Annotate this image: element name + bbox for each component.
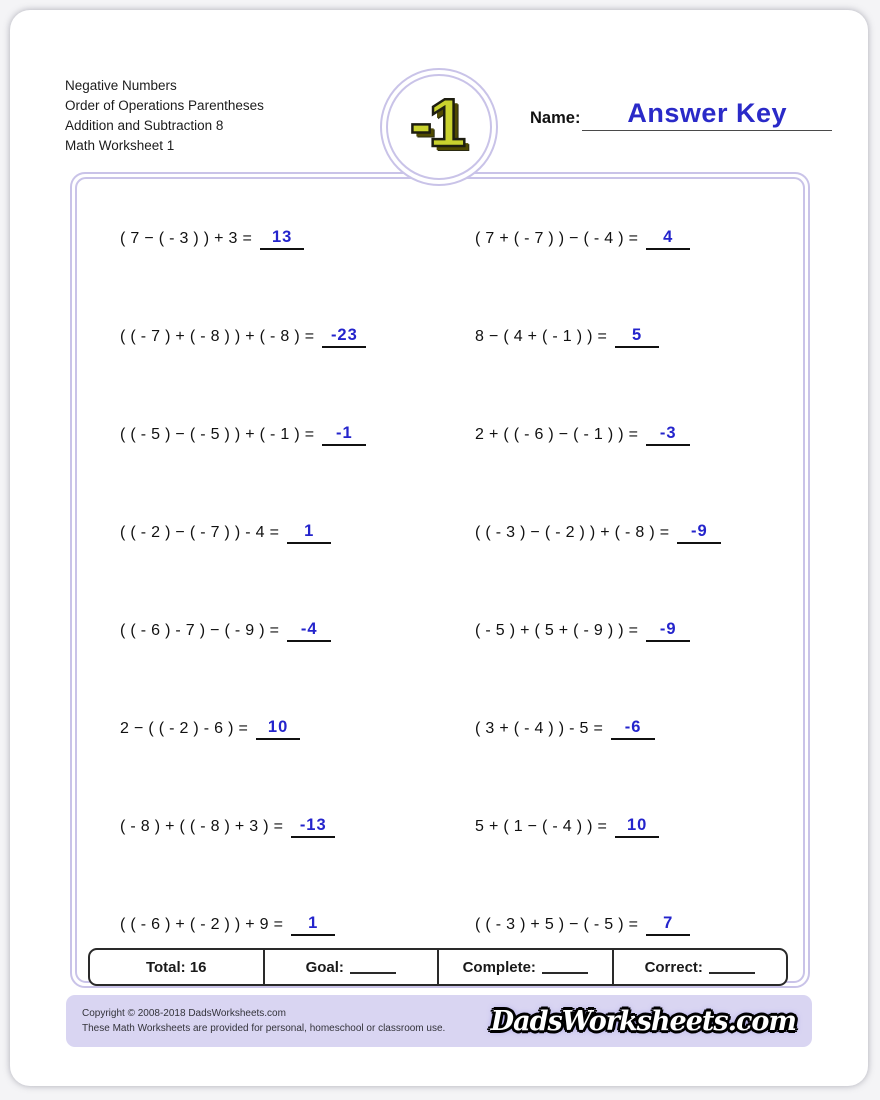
problem-expression: ( - 8 ) + ( ( - 8 ) + 3 ) = xyxy=(120,818,284,835)
score-complete-cell xyxy=(437,950,612,984)
problem-answer: -13 xyxy=(291,816,335,838)
score-goal-cell xyxy=(263,950,438,984)
worksheet-title-block xyxy=(65,76,264,156)
title-line-4: Math Worksheet 1 xyxy=(65,138,175,153)
problem-answer: 1 xyxy=(291,914,335,936)
dadsworksheets-logo: DadsWorksheets.com xyxy=(490,1005,796,1037)
problem-answer: 5 xyxy=(615,326,659,348)
problem-expression: ( 7 + ( - 7 ) ) − ( - 4 ) = xyxy=(475,230,639,247)
problem-item xyxy=(440,484,808,582)
problem-expression: ( 7 − ( - 3 ) ) + 3 = xyxy=(120,230,253,247)
minus-one-logo-badge xyxy=(380,68,498,186)
problem-item xyxy=(72,484,440,582)
problem-answer: -3 xyxy=(646,424,690,446)
name-blank-line xyxy=(582,98,832,131)
problem-answer: -6 xyxy=(611,718,655,740)
problem-answer: 13 xyxy=(260,228,304,250)
problem-item xyxy=(72,190,440,288)
complete-label: Complete: xyxy=(462,958,536,976)
problem-answer: 1 xyxy=(287,522,331,544)
total-label: Total: xyxy=(145,958,186,976)
answer-key-text: Answer Key xyxy=(627,98,787,128)
problem-expression: ( ( - 5 ) − ( - 5 ) ) + ( - 1 ) = xyxy=(120,426,315,443)
name-area xyxy=(530,98,832,131)
minus-one-icon: -1 xyxy=(409,85,463,161)
problems-grid xyxy=(72,190,808,974)
title-line-1: Negative Numbers xyxy=(65,78,177,93)
problem-expression: ( 3 + ( - 4 ) ) - 5 = xyxy=(475,720,604,737)
title-line-3: Addition and Subtraction 8 xyxy=(65,118,224,133)
problem-answer: -23 xyxy=(322,326,366,348)
score-total-cell xyxy=(90,950,263,984)
score-correct-cell xyxy=(612,950,787,984)
problem-item xyxy=(440,288,808,386)
problem-answer: 4 xyxy=(646,228,690,250)
footer-bar xyxy=(66,995,812,1047)
worksheet-page xyxy=(10,10,868,1086)
problem-expression: ( ( - 6 ) + ( - 2 ) ) + 9 = xyxy=(120,916,284,933)
problem-answer: -9 xyxy=(646,620,690,642)
copyright-line-2: These Math Worksheets are provided for personal, homeschool or classroom use. xyxy=(82,1023,446,1034)
problem-expression: ( ( - 3 ) − ( - 2 ) ) + ( - 8 ) = xyxy=(475,524,670,541)
goal-blank-line xyxy=(350,960,396,974)
problem-expression: ( ( - 2 ) − ( - 7 ) ) - 4 = xyxy=(120,524,280,541)
problem-answer: -1 xyxy=(322,424,366,446)
score-bar xyxy=(88,948,788,986)
problem-item xyxy=(72,680,440,778)
problem-item xyxy=(440,190,808,288)
problem-item xyxy=(72,386,440,484)
total-value: 16 xyxy=(189,958,207,976)
correct-label: Correct: xyxy=(644,958,703,976)
problem-expression: 5 + ( 1 − ( - 4 ) ) = xyxy=(475,818,608,835)
problem-item xyxy=(72,778,440,876)
problem-expression: ( - 5 ) + ( 5 + ( - 9 ) ) = xyxy=(475,622,639,639)
problem-answer: -4 xyxy=(287,620,331,642)
problem-answer: 10 xyxy=(256,718,300,740)
problem-item xyxy=(440,386,808,484)
title-line-2: Order of Operations Parentheses xyxy=(65,98,264,113)
problem-item xyxy=(72,582,440,680)
problem-expression: 2 + ( ( - 6 ) − ( - 1 ) ) = xyxy=(475,426,639,443)
copyright-line-1: Copyright © 2008-2018 DadsWorksheets.com xyxy=(82,1008,286,1019)
problem-expression: ( ( - 7 ) + ( - 8 ) ) + ( - 8 ) = xyxy=(120,328,315,345)
goal-label: Goal: xyxy=(305,958,344,976)
problem-item xyxy=(72,288,440,386)
complete-blank-line xyxy=(542,960,588,974)
name-label: Name: xyxy=(530,109,581,127)
problem-expression: 2 − ( ( - 2 ) - 6 ) = xyxy=(120,720,249,737)
copyright-block xyxy=(82,1006,445,1036)
problem-expression: 8 − ( 4 + ( - 1 ) ) = xyxy=(475,328,608,345)
problem-item xyxy=(440,680,808,778)
problem-answer: -9 xyxy=(677,522,721,544)
correct-blank-line xyxy=(709,960,755,974)
problem-expression: ( ( - 3 ) + 5 ) − ( - 5 ) = xyxy=(475,916,639,933)
problem-answer: 10 xyxy=(615,816,659,838)
problem-item xyxy=(440,582,808,680)
problem-answer: 7 xyxy=(646,914,690,936)
problem-expression: ( ( - 6 ) - 7 ) − ( - 9 ) = xyxy=(120,622,280,639)
problem-item xyxy=(440,778,808,876)
